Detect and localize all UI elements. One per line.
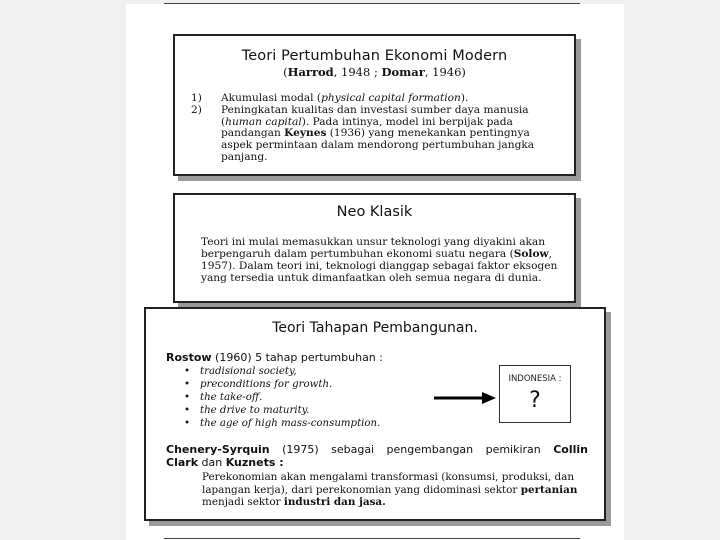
list-item: • the age of high mass-consumption. bbox=[184, 417, 380, 430]
harrod-year: , 1948 ; bbox=[333, 65, 382, 79]
development-stages-title: Teori Tahapan Pembangunan. bbox=[272, 320, 478, 336]
item-text-italic: human capital bbox=[225, 115, 302, 128]
pertanian-word: pertanian bbox=[520, 483, 578, 496]
chenery-text: (1975) sebagai pengembangan pemikiran bbox=[269, 443, 554, 456]
modern-growth-title: Teori Pertumbuhan Ekonomi Modern bbox=[241, 48, 508, 64]
domar-year: , 1946) bbox=[424, 65, 466, 79]
dan-word: dan bbox=[330, 496, 360, 509]
neo-classic-paragraph bbox=[201, 236, 560, 284]
keynes-name: Keynes bbox=[284, 127, 327, 140]
list-item: • the drive to maturity. bbox=[184, 404, 380, 417]
arrow-right-icon bbox=[434, 391, 496, 405]
collin-name: Collin bbox=[553, 443, 588, 456]
modern-growth-list bbox=[191, 93, 560, 164]
item-text-part: Peningkatan kualitas dan investasi sumber daya manusia ( bbox=[221, 103, 529, 128]
modern-growth-subtitle bbox=[175, 65, 574, 79]
rostow-line bbox=[166, 351, 383, 364]
list-item: • preconditions for growth. bbox=[184, 378, 380, 391]
indonesia-question-mark: ? bbox=[529, 388, 541, 413]
development-stages-box bbox=[144, 307, 606, 521]
chenery-syrquin-text bbox=[166, 444, 588, 469]
list-item: • tradisional society, bbox=[184, 365, 380, 378]
chenery-line-2 bbox=[166, 457, 588, 470]
chenery-name: Chenery-Syrquin bbox=[166, 443, 270, 456]
item-number: 2) bbox=[191, 103, 202, 116]
indonesia-box bbox=[499, 365, 571, 423]
para-part: menjadi sektor bbox=[202, 496, 284, 509]
clark-name: Clark bbox=[166, 455, 199, 469]
transformation-paragraph bbox=[202, 471, 588, 509]
modern-growth-theory-box bbox=[173, 34, 576, 176]
industri-word: industri bbox=[283, 496, 331, 509]
para-part: Perekonomian akan mengalami transformasi (konsumsi, produksi, dan lapangan kerja), dari perekonomian yang didominasi sektor bbox=[202, 471, 575, 496]
rostow-stages-list bbox=[184, 365, 380, 430]
indonesia-label: INDONESIA : bbox=[508, 374, 562, 384]
kuznets-name: Kuznets : bbox=[225, 455, 284, 469]
rostow-name: Rostow bbox=[166, 351, 212, 364]
item-text-part: ). bbox=[460, 92, 469, 104]
neo-classic-title: Neo Klasik bbox=[336, 204, 413, 220]
list-item: • the take-off. bbox=[184, 391, 380, 404]
chenery-text: dan bbox=[198, 455, 226, 469]
neo-classic-box bbox=[173, 193, 576, 303]
solow-name: Solow bbox=[513, 248, 549, 260]
item-text-part: ). Pada intinya, model ini berpijak pada pandangan bbox=[221, 115, 513, 140]
bottom-rule bbox=[164, 538, 580, 539]
subtitle-paren: ( bbox=[283, 65, 288, 79]
item-text-part: Akumulasi modal ( bbox=[221, 92, 322, 104]
list-item bbox=[191, 105, 560, 164]
para-period: . bbox=[382, 496, 386, 509]
harrod-name: Harrod bbox=[287, 65, 334, 79]
domar-name: Domar bbox=[381, 65, 425, 79]
item-number: 1) bbox=[191, 92, 202, 104]
para-part: Teori ini mulai memasukkan unsur teknologi yang diyakini akan berpengaruh dalam pertumbuhan ekonomi suatu negara ( bbox=[201, 236, 546, 260]
item-text-part: (1936) yang menekankan pentingnya aspek permintaan dalam mendorong pertumbuhan jangka panjang. bbox=[221, 127, 535, 163]
para-part: , 1957). Dalam teori ini, teknologi dianggap sebagai faktor eksogen yang tersedia untuk dimanfaatkan oleh semua negara di dunia. bbox=[201, 248, 558, 284]
jasa-word: jasa bbox=[359, 496, 383, 509]
rostow-text: (1960) 5 tahap pertumbuhan : bbox=[211, 351, 383, 364]
top-rule bbox=[164, 3, 580, 4]
item-text-italic: physical capital formation bbox=[321, 92, 461, 104]
item-text bbox=[221, 105, 560, 164]
